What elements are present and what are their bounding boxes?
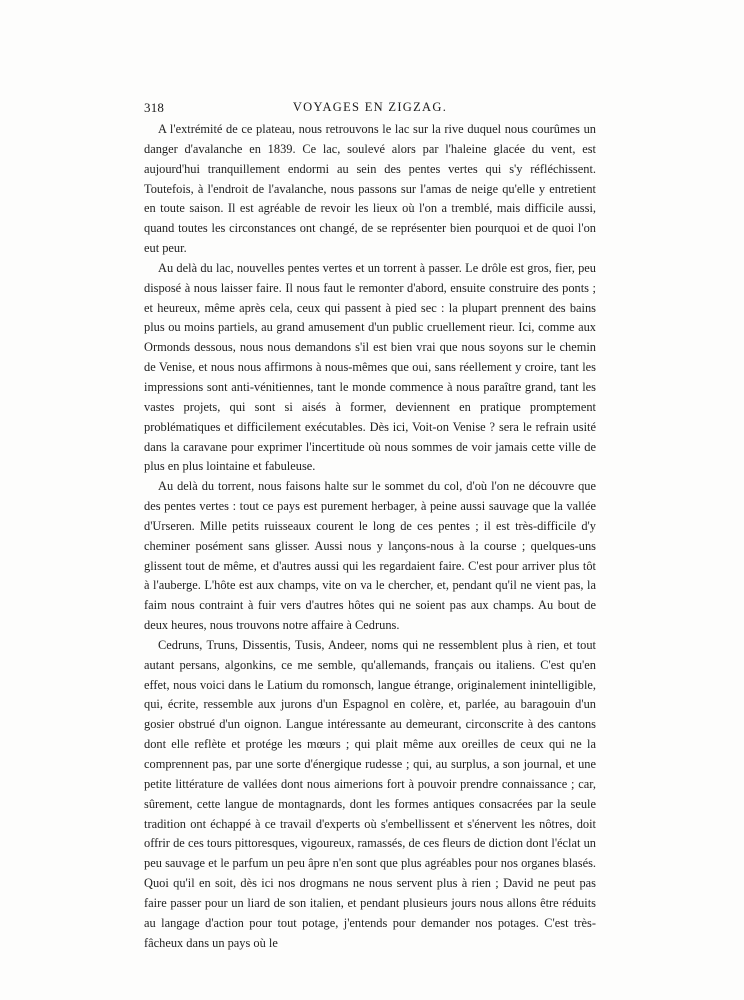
paragraph: Au delà du torrent, nous faisons halte sur le sommet du col, d'où l'on ne découvre que des pentes vertes : tout ce pays est purement herbager, à peine aussi sauvage que la vallée d'Urseren. Mille petits ruisseaux courent le long de ces pentes ; il est très-difficile d'y cheminer posément sans glisser. Aussi nous y lançons-nous à la course ; quelques-uns glissent tout de même, et d'autres aussi qui les regardaient faire. C'est pour arriver plus tôt à l'auberge. L'hôte est aux champs, vite on va le chercher, et, pendant qu'il ne vient pas, la faim nous contraint à fuir vers d'autres hôtes qui ne soient pas aux champs. Au bout de deux heures, nous trouvons notre affaire à Cedruns.	[144, 479, 596, 633]
paragraph: Cedruns, Truns, Dissentis, Tusis, Andeer, noms qui ne ressemblent plus à rien, et tout autant persans, algonkins, ce me semble, qu'allemands, français ou italiens. C'est qu'en effet, nous voici dans le Latium du romonsch, langue étrange, originalement inintelligible, qui, écrite, ressemble aux jurons d'un Espagnol en colère, et, parlée, au baragouin d'un gosier obstrué d'un oignon. Langue intéressante au demeurant, circonscrite à des cantons dont elle reflète et protége les mœurs ; qui plait même aux oreilles de ceux qui ne la comprennent pas, par une sorte d'énergique rudesse ; qui, au surplus, a son journal, et une petite littérature de vallées dont nous aimerions fort à pouvoir prendre connaissance ; car, sûrement, cette langue de montagnards, dont les formes antiques consacrées par la seule tradition ont échappé à ce travail d'experts où s'embellissent et s'énervent les nôtres, doit offrir de ces tours pittoresques, vigoureux, ramassés, de ces fleurs de diction dont l'éclat un peu sauvage et le parfum un peu âpre n'en sont que plus agréables pour nos organes blasés. Quoi qu'il en soit, dès ici nos drogmans ne nous servent plus à rien ; David ne peut pas faire passer pour un liard de son italien, et pendant plusieurs jours nous allons être réduits au langage d'action pour tout potage, j'entends pour demander nos potages. C'est très-fâcheux dans un pays où le	[144, 637, 596, 950]
running-title: VOYAGES EN ZIGZAG.	[292, 100, 448, 114]
page-number: 318	[144, 100, 165, 115]
body-text	[144, 120, 596, 953]
paragraph: Au delà du lac, nouvelles pentes vertes et un torrent à passer. Le drôle est gros, fier, peu disposé à nous laisser faire. Il nous faut le remonter d'abord, ensuite construire des ponts ; et heureux, même après cela, ceux qui passent à pied sec : la plupart prennent des bains plus ou moins partiels, au grand amusement d'un public cruellement rieur. Ici, comme aux Ormonds dessous, nous nous demandons s'il est bien vrai que nous soyons sur le chemin de Venise, et nous nous affirmons à nous-mêmes que oui, sans réellement y croire, tant les impressions sont anti-vénitiennes, tant le monde commence à nous paraître grand, tant les vastes projets, qui sont si aisés à former, deviennent en pratique promptement problématiques et difficilement exécutables. Dès ici, Voit-on Venise ? sera le refrain usité dans la caravane pour exprimer l'incertitude où nous sommes de voir jamais cette ville de plus en plus lointaine et fabuleuse.	[144, 260, 596, 474]
paragraph: A l'extrémité de ce plateau, nous retrouvons le lac sur la rive duquel nous courûmes un danger d'avalanche en 1839. Ce lac, soulevé alors par l'haleine glacée du vent, est aujourd'hui tranquillement endormi au sein des pentes vertes qui s'y réfléchissent. Toutefois, à l'endroit de l'avalanche, nous passons sur l'amas de neige qu'elle y entretient en toute saison. Il est agréable de revoir les lieux où l'on a tremblé, mais difficile aussi, quand toutes les circonstances ont changé, de se représenter bien pourquoi et de quoi l'on eut peur.	[144, 122, 596, 256]
page-header	[144, 100, 596, 118]
